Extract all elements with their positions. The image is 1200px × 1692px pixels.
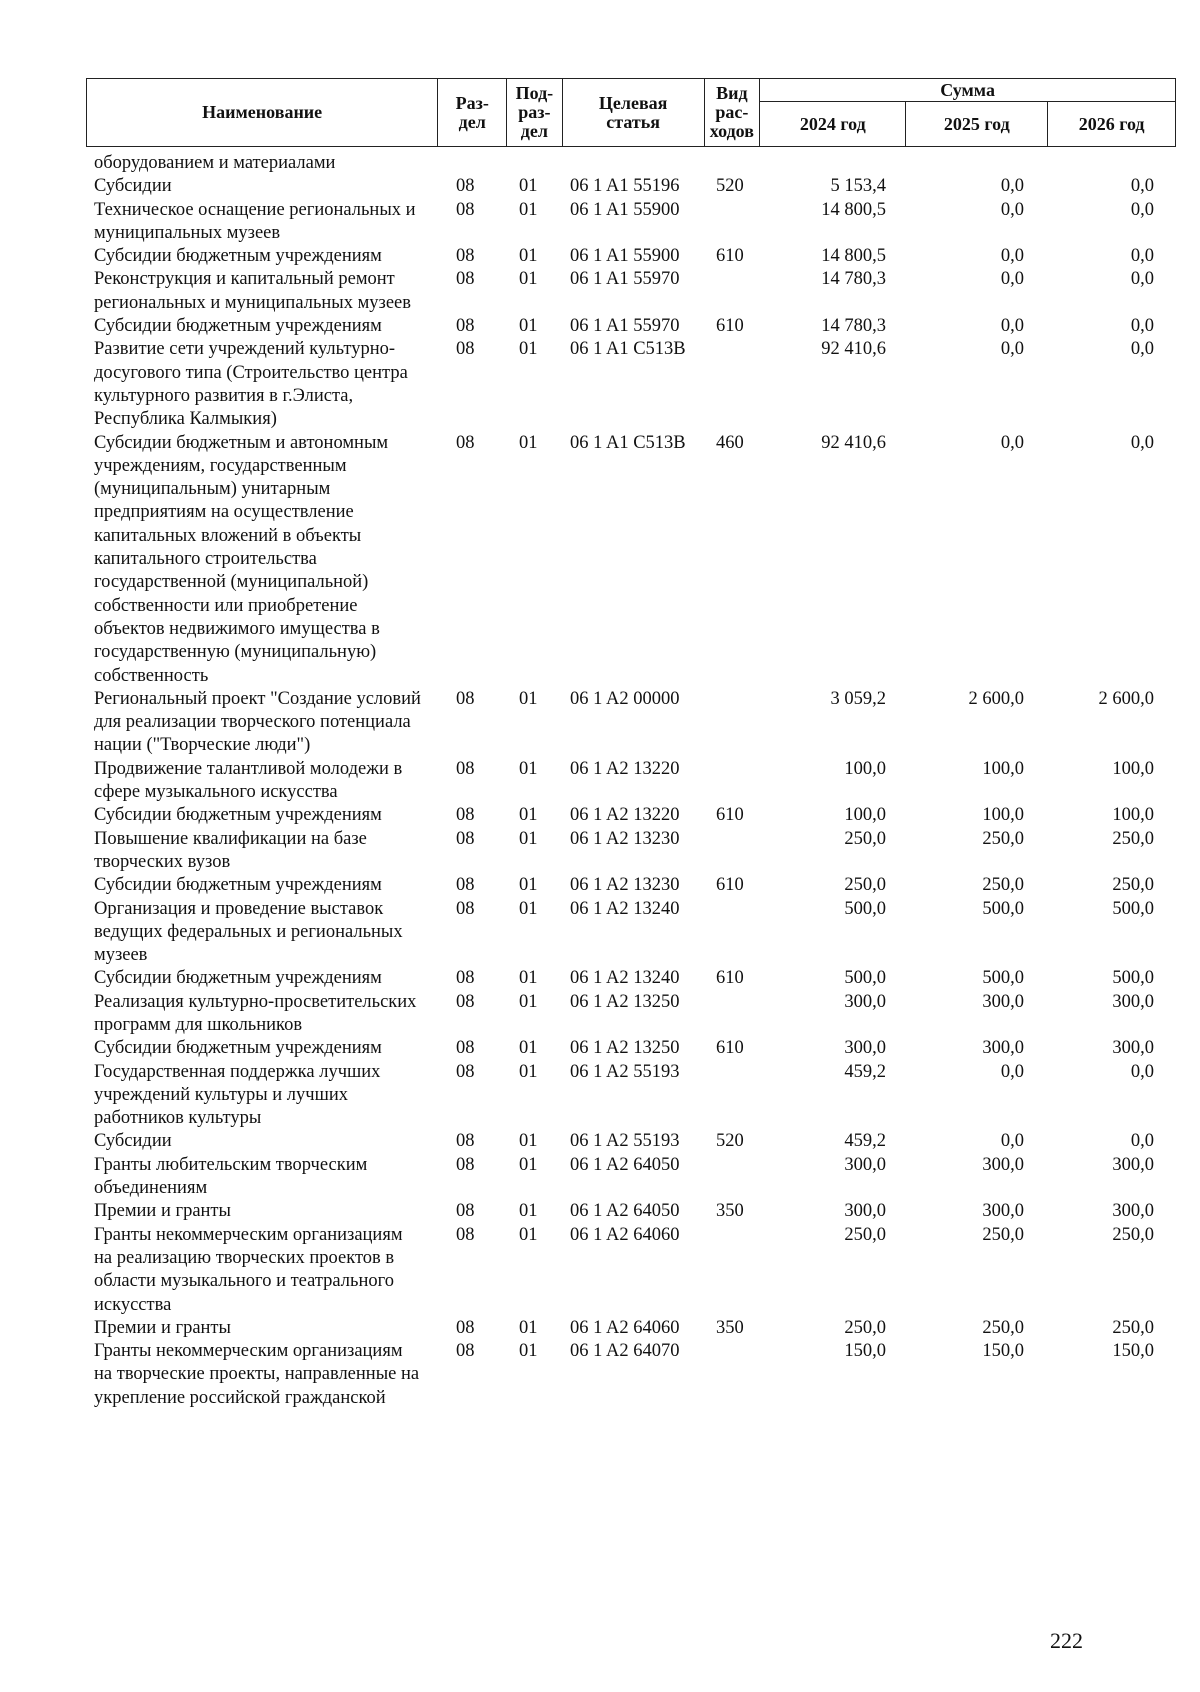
cell-s2024: 500,0: [844, 898, 886, 919]
cell-statya: 06 1 A2 64060: [570, 1317, 680, 1338]
row-name: Продвижение талантливой молодежи в сфере музыкального искусства: [94, 758, 403, 803]
table-row: [86, 1037, 1176, 1060]
cell-razdel: 08: [456, 1341, 475, 1362]
cell-statya: 06 1 A2 13230: [570, 828, 680, 849]
cell-s2024: 14 780,3: [821, 269, 886, 290]
table-row: [86, 1154, 1176, 1201]
cell-podrazdel: 01: [519, 199, 538, 220]
cell-s2025: 250,0: [982, 1224, 1024, 1245]
table-header: [86, 78, 1176, 147]
cell-razdel: 08: [456, 339, 475, 360]
cell-s2024: 150,0: [844, 1341, 886, 1362]
cell-s2025: 150,0: [982, 1341, 1024, 1362]
cell-podrazdel: 01: [519, 758, 538, 779]
table-row: [86, 1224, 1176, 1317]
row-name: Субсидии бюджетным учреждениям: [94, 968, 382, 989]
cell-s2025: 0,0: [1000, 316, 1024, 337]
cell-razdel: 08: [456, 1201, 475, 1222]
cell-vid: 610: [716, 1038, 744, 1059]
cell-podrazdel: 01: [519, 1317, 538, 1338]
cell-statya: 06 1 A2 13240: [570, 898, 680, 919]
table-row: [86, 828, 1176, 875]
cell-s2026: 0,0: [1130, 316, 1154, 337]
cell-statya: 06 1 A1 C513B: [570, 432, 686, 453]
header-podrazdel: Под- раз- дел: [507, 79, 563, 147]
table-row: [86, 1061, 1176, 1131]
row-name: Субсидии: [94, 176, 172, 197]
cell-s2024: 250,0: [844, 1224, 886, 1245]
table-row: [86, 804, 1176, 827]
cell-s2026: 300,0: [1112, 1154, 1154, 1175]
cell-statya: 06 1 A1 55900: [570, 246, 680, 267]
cell-s2026: 500,0: [1112, 968, 1154, 989]
header-vid: Вид рас- ходов: [704, 79, 760, 147]
cell-vid: 610: [716, 968, 744, 989]
cell-s2026: 0,0: [1130, 432, 1154, 453]
cell-vid: 460: [716, 432, 744, 453]
cell-statya: 06 1 A2 64050: [570, 1154, 680, 1175]
cell-s2025: 100,0: [982, 758, 1024, 779]
cell-razdel: 08: [456, 1224, 475, 1245]
cell-s2025: 0,0: [1000, 432, 1024, 453]
cell-podrazdel: 01: [519, 898, 538, 919]
cell-podrazdel: 01: [519, 1038, 538, 1059]
cell-podrazdel: 01: [519, 968, 538, 989]
cell-statya: 06 1 A2 13220: [570, 805, 680, 826]
cell-razdel: 08: [456, 828, 475, 849]
cell-s2024: 500,0: [844, 968, 886, 989]
table-row: [86, 175, 1176, 198]
cell-s2024: 14 800,5: [821, 199, 886, 220]
cell-statya: 06 1 A2 55193: [570, 1061, 680, 1082]
cell-s2024: 250,0: [844, 875, 886, 896]
row-name: Повышение квалификации на базе творческих вузов: [94, 828, 367, 872]
cell-s2025: 0,0: [1000, 176, 1024, 197]
header-year-2025: 2025 год: [906, 102, 1048, 147]
cell-razdel: 08: [456, 246, 475, 267]
table-row: [86, 338, 1176, 431]
cell-razdel: 08: [456, 991, 475, 1012]
cell-s2024: 300,0: [844, 1038, 886, 1059]
cell-razdel: 08: [456, 1061, 475, 1082]
cell-razdel: 08: [456, 199, 475, 220]
cell-s2026: 250,0: [1112, 1224, 1154, 1245]
cell-s2025: 0,0: [1000, 1061, 1024, 1082]
cell-s2026: 150,0: [1112, 1341, 1154, 1362]
cell-s2026: 0,0: [1130, 199, 1154, 220]
table-row: [86, 199, 1176, 246]
row-name: Субсидии бюджетным учреждениям: [94, 316, 382, 337]
cell-statya: 06 1 A2 64060: [570, 1224, 680, 1245]
row-name: Развитие сети учреждений культурно-досугового типа (Строительство центра культурного развития в г.Элиста, Республика Калмыкия): [94, 339, 408, 430]
row-name: Гранты некоммерческим организациям на реализацию творческих проектов в области музыкального и театрального искусства: [94, 1224, 403, 1315]
cell-s2026: 250,0: [1112, 1317, 1154, 1338]
cell-statya: 06 1 A2 55193: [570, 1131, 680, 1152]
cell-s2025: 500,0: [982, 968, 1024, 989]
cell-s2025: 300,0: [982, 1038, 1024, 1059]
cell-statya: 06 1 A1 C513B: [570, 339, 686, 360]
table-row: [86, 967, 1176, 990]
cell-s2025: 0,0: [1000, 1131, 1024, 1152]
cell-podrazdel: 01: [519, 339, 538, 360]
cell-podrazdel: 01: [519, 1224, 538, 1245]
cell-statya: 06 1 A2 13250: [570, 991, 680, 1012]
cell-s2026: 250,0: [1112, 828, 1154, 849]
cell-s2026: 500,0: [1112, 898, 1154, 919]
row-name: Субсидии бюджетным учреждениям: [94, 805, 382, 826]
row-name: Премии и гранты: [94, 1317, 231, 1338]
cell-s2024: 250,0: [844, 828, 886, 849]
cell-s2026: 300,0: [1112, 1038, 1154, 1059]
table-row: [86, 758, 1176, 805]
cell-razdel: 08: [456, 758, 475, 779]
cell-s2024: 459,2: [844, 1131, 886, 1152]
cell-podrazdel: 01: [519, 316, 538, 337]
cell-s2025: 250,0: [982, 1317, 1024, 1338]
header-year-2024: 2024 год: [760, 102, 906, 147]
cell-s2025: 2 600,0: [968, 688, 1024, 709]
table-row: [86, 688, 1176, 758]
cell-podrazdel: 01: [519, 432, 538, 453]
cell-podrazdel: 01: [519, 991, 538, 1012]
table-row: [86, 245, 1176, 268]
table-row: [86, 1317, 1176, 1340]
cell-razdel: 08: [456, 432, 475, 453]
cell-s2026: 0,0: [1130, 269, 1154, 290]
cell-vid: 610: [716, 805, 744, 826]
cell-vid: 350: [716, 1201, 744, 1222]
cell-statya: 06 1 A2 00000: [570, 688, 680, 709]
cell-razdel: 08: [456, 875, 475, 896]
row-name: Государственная поддержка лучших учреждений культуры и лучших работников культуры: [94, 1061, 381, 1129]
page-number: 222: [1050, 1628, 1083, 1653]
cell-s2025: 250,0: [982, 875, 1024, 896]
cell-s2024: 300,0: [844, 1154, 886, 1175]
cell-statya: 06 1 A2 13230: [570, 875, 680, 896]
row-name: Субсидии бюджетным учреждениям: [94, 246, 382, 267]
cell-s2025: 0,0: [1000, 199, 1024, 220]
table-body: [86, 152, 1176, 1410]
cell-s2025: 100,0: [982, 805, 1024, 826]
cell-podrazdel: 01: [519, 1061, 538, 1082]
cell-s2024: 5 153,4: [830, 176, 886, 197]
table-row: [86, 1340, 1176, 1410]
cell-podrazdel: 01: [519, 176, 538, 197]
row-name: Региональный проект "Создание условий для реализации творческого потенциала нации ("Творческие люди"): [94, 688, 421, 756]
cell-s2026: 100,0: [1112, 758, 1154, 779]
cell-podrazdel: 01: [519, 1201, 538, 1222]
cell-s2026: 0,0: [1130, 246, 1154, 267]
cell-razdel: 08: [456, 1038, 475, 1059]
cell-s2025: 250,0: [982, 828, 1024, 849]
cell-s2024: 92 410,6: [821, 339, 886, 360]
cell-razdel: 08: [456, 968, 475, 989]
row-name: Субсидии бюджетным учреждениям: [94, 875, 382, 896]
cell-s2026: 300,0: [1112, 991, 1154, 1012]
cell-statya: 06 1 A2 64050: [570, 1201, 680, 1222]
cell-statya: 06 1 A2 13250: [570, 1038, 680, 1059]
row-name: Реализация культурно-просветительских программ для школьников: [94, 991, 417, 1035]
header-year-2026: 2026 год: [1048, 102, 1176, 147]
cell-s2026: 0,0: [1130, 1061, 1154, 1082]
cell-podrazdel: 01: [519, 828, 538, 849]
cell-s2024: 100,0: [844, 805, 886, 826]
cell-s2025: 0,0: [1000, 269, 1024, 290]
cell-s2025: 0,0: [1000, 339, 1024, 360]
cell-s2025: 300,0: [982, 991, 1024, 1012]
cell-s2026: 250,0: [1112, 875, 1154, 896]
cell-s2024: 14 800,5: [821, 246, 886, 267]
header-statya: Целевая статья: [562, 79, 704, 147]
cell-vid: 610: [716, 246, 744, 267]
cell-s2026: 300,0: [1112, 1201, 1154, 1222]
row-name: Реконструкция и капитальный ремонт региональных и муниципальных музеев: [94, 269, 412, 313]
cell-razdel: 08: [456, 688, 475, 709]
cell-statya: 06 1 A2 64070: [570, 1341, 680, 1362]
header-naimenovanie: Наименование: [87, 79, 438, 147]
cell-razdel: 08: [456, 1154, 475, 1175]
cell-podrazdel: 01: [519, 875, 538, 896]
table-row: [86, 315, 1176, 338]
cell-statya: 06 1 A1 55196: [570, 176, 680, 197]
cell-podrazdel: 01: [519, 1341, 538, 1362]
cell-s2025: 0,0: [1000, 246, 1024, 267]
cell-s2026: 100,0: [1112, 805, 1154, 826]
cell-razdel: 08: [456, 898, 475, 919]
cell-statya: 06 1 A2 13240: [570, 968, 680, 989]
cell-podrazdel: 01: [519, 688, 538, 709]
cell-podrazdel: 01: [519, 269, 538, 290]
row-name: Гранты некоммерческим организациям на творческие проекты, направленные на укрепление российской гражданской: [94, 1341, 420, 1408]
cell-statya: 06 1 A1 55900: [570, 199, 680, 220]
cell-s2024: 3 059,2: [830, 688, 886, 709]
row-name: оборудованием и материалами: [94, 153, 336, 173]
cell-podrazdel: 01: [519, 246, 538, 267]
cell-s2024: 459,2: [844, 1061, 886, 1082]
header-razdel: Раз- дел: [438, 79, 507, 147]
row-name: Гранты любительским творческим объединениям: [94, 1154, 368, 1199]
cell-podrazdel: 01: [519, 1154, 538, 1175]
table-row: [86, 152, 1176, 175]
table-row: [86, 268, 1176, 315]
cell-vid: 520: [716, 176, 744, 197]
header-summa: Сумма: [760, 79, 1176, 102]
row-name: Техническое оснащение региональных и муниципальных музеев: [94, 199, 416, 243]
cell-statya: 06 1 A2 13220: [570, 758, 680, 779]
row-name: Субсидии: [94, 1131, 172, 1152]
cell-razdel: 08: [456, 1131, 475, 1152]
table-row: [86, 432, 1176, 688]
cell-s2024: 92 410,6: [821, 432, 886, 453]
cell-razdel: 08: [456, 269, 475, 290]
cell-razdel: 08: [456, 805, 475, 826]
cell-s2026: 0,0: [1130, 1131, 1154, 1152]
cell-s2026: 0,0: [1130, 176, 1154, 197]
cell-vid: 610: [716, 316, 744, 337]
cell-s2024: 250,0: [844, 1317, 886, 1338]
cell-s2026: 0,0: [1130, 339, 1154, 360]
cell-s2024: 300,0: [844, 991, 886, 1012]
cell-razdel: 08: [456, 316, 475, 337]
cell-vid: 610: [716, 875, 744, 896]
cell-statya: 06 1 A1 55970: [570, 269, 680, 290]
cell-s2025: 500,0: [982, 898, 1024, 919]
table-row: [86, 874, 1176, 897]
row-name: Организация и проведение выставок ведущих федеральных и региональных музеев: [94, 898, 403, 966]
cell-s2024: 14 780,3: [821, 316, 886, 337]
cell-s2024: 100,0: [844, 758, 886, 779]
cell-s2024: 300,0: [844, 1201, 886, 1222]
row-name: Премии и гранты: [94, 1201, 231, 1222]
row-name: Субсидии бюджетным и автономным учреждениям, государственным (муниципальным) унитарным предприятиям на осуществление капитальных вложений в объекты капитального строительства государственной (муниципальной) собственности или приобретение объектов недвижимого имущества в государственную (муниципальную) собственность: [94, 432, 389, 686]
table-row: [86, 991, 1176, 1038]
cell-podrazdel: 01: [519, 1131, 538, 1152]
row-name: Субсидии бюджетным учреждениям: [94, 1038, 382, 1059]
cell-razdel: 08: [456, 1317, 475, 1338]
table-row: [86, 1130, 1176, 1153]
table-row: [86, 898, 1176, 968]
cell-vid: 520: [716, 1131, 744, 1152]
cell-s2025: 300,0: [982, 1154, 1024, 1175]
table-row: [86, 1200, 1176, 1223]
cell-podrazdel: 01: [519, 805, 538, 826]
cell-s2025: 300,0: [982, 1201, 1024, 1222]
cell-statya: 06 1 A1 55970: [570, 316, 680, 337]
cell-vid: 350: [716, 1317, 744, 1338]
cell-razdel: 08: [456, 176, 475, 197]
cell-s2026: 2 600,0: [1098, 688, 1154, 709]
